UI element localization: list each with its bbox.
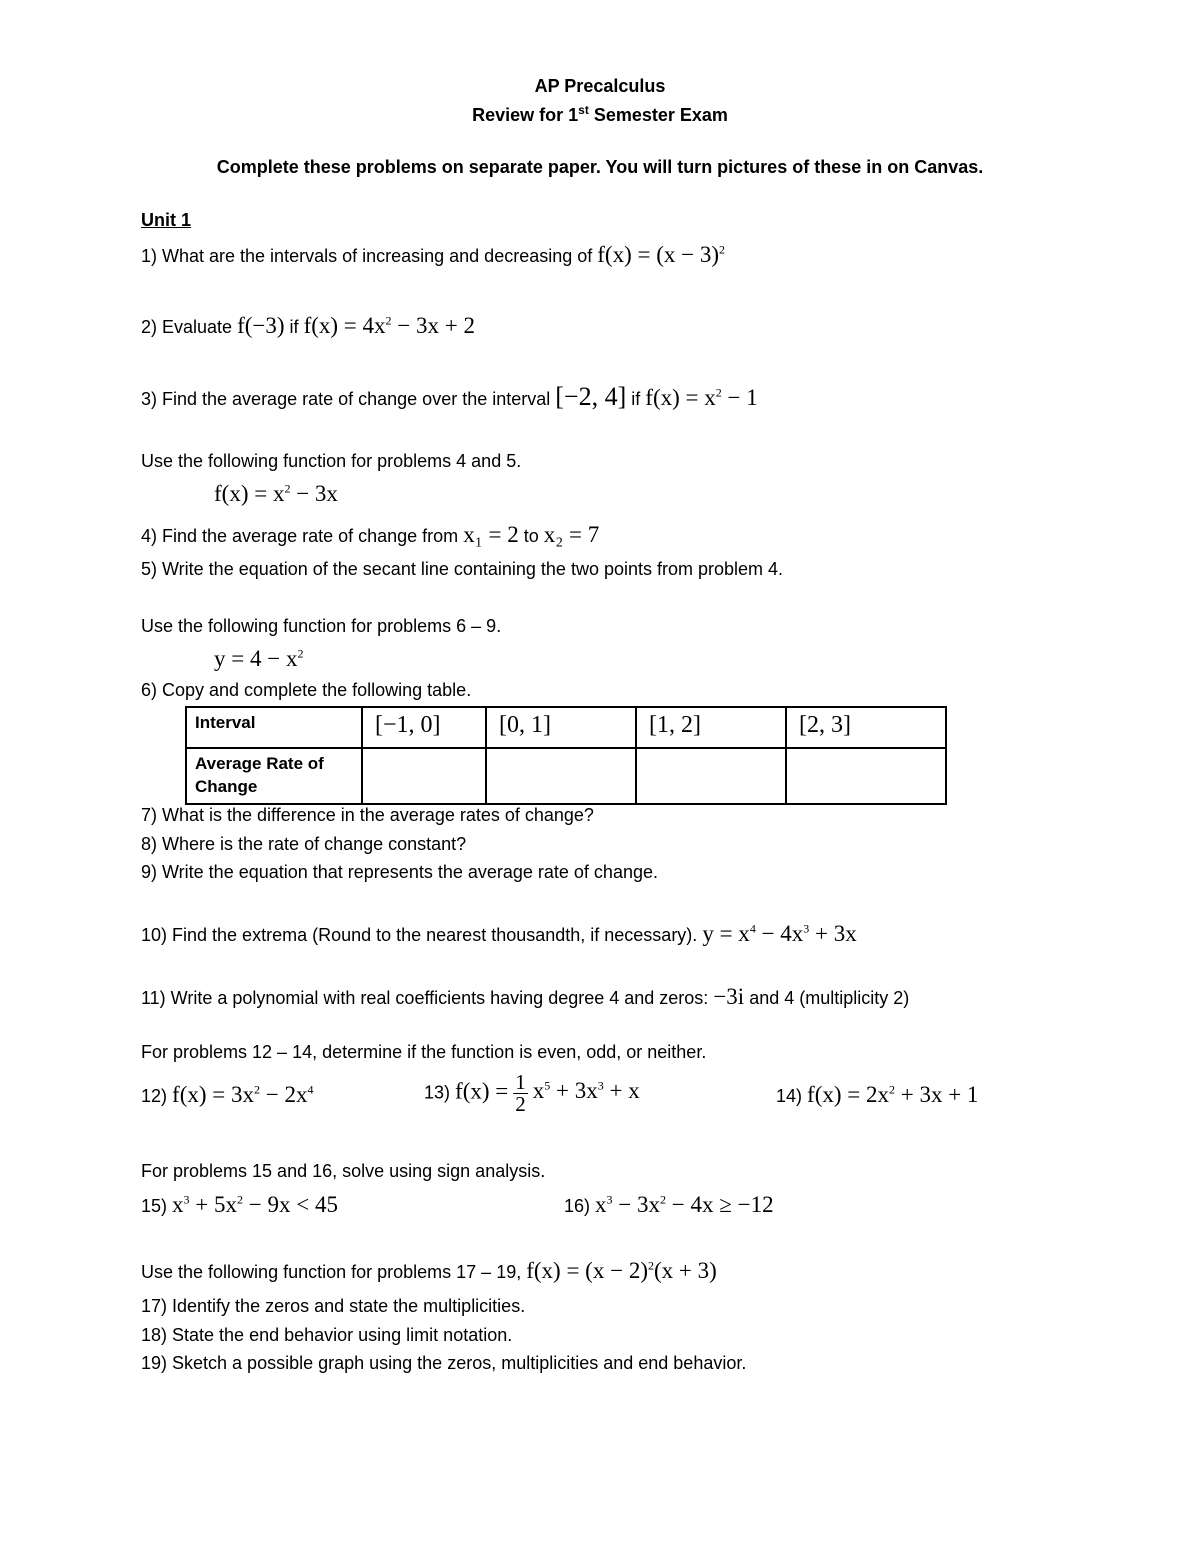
table-header-average-rate	[186, 748, 362, 804]
intro-15-16: For problems 15 and 16, solve using sign analysis.	[141, 1161, 546, 1181]
table-interval-cell: [0, 1]	[486, 707, 636, 748]
problem-3-math: $f(x) = x^2 - 1$	[645, 385, 758, 410]
subtitle-prefix: Review for 1	[472, 105, 579, 125]
problem-2	[141, 314, 475, 337]
fraction-numerator: 1	[515, 1070, 526, 1094]
problem-13	[424, 1072, 640, 1115]
average-rate-label-line2: Change	[195, 776, 258, 796]
problem-10-text: 10) Find the extrema (Round to the nearest thousandth, if necessary).	[141, 925, 698, 945]
table-interval-cell: [−1, 0]	[362, 707, 486, 748]
function-6-9: $y = 4 - x^2$	[214, 646, 304, 671]
subtitle-ordinal: st	[578, 103, 589, 117]
problem-14	[776, 1083, 978, 1106]
problem-15-math: $x^3 + 5x^2 - 9x < 45$	[172, 1192, 338, 1217]
table-row	[186, 748, 946, 804]
problem-16	[564, 1193, 774, 1216]
intro-17-19-math: $f(x) = (x - 2)^2(x + 3)$	[526, 1258, 717, 1283]
unit-heading: Unit 1	[141, 210, 192, 230]
problem-3-if: if	[631, 389, 641, 409]
problem-4-math-a: x₁ = 2	[463, 522, 519, 547]
problem-18: 18) State the end behavior using limit notation.	[141, 1325, 513, 1345]
problem-13-math-a: f(x) =	[455, 1078, 509, 1104]
problem-10-math: $y = x^4 - 4x^3 + 3x$	[702, 921, 857, 946]
page-subtitle	[0, 104, 1200, 124]
problem-12	[141, 1083, 313, 1106]
problem-11-text: 11) Write a polynomial with real coefficients having degree 4 and zeros:	[141, 988, 709, 1008]
problem-16-math: $x^3 - 3x^2 - 4x \ge -12$	[595, 1192, 774, 1217]
table-answer-cell[interactable]	[636, 748, 786, 804]
problem-4	[141, 523, 599, 546]
problem-2-if: if	[289, 317, 299, 337]
problem-2-math-a: f(−3)	[237, 313, 285, 338]
problem-11	[141, 985, 909, 1008]
problem-11-and: and	[749, 988, 780, 1008]
rate-of-change-table	[185, 706, 947, 805]
problem-16-label: 16)	[564, 1196, 591, 1216]
intro-4-5: Use the following function for problems 4 and 5.	[141, 451, 522, 471]
table-interval-cell: [2, 3]	[786, 707, 946, 748]
problem-12-label: 12)	[141, 1086, 168, 1106]
problem-19: 19) Sketch a possible graph using the zeros, multiplicities and end behavior.	[141, 1353, 747, 1373]
problem-15	[141, 1193, 338, 1216]
problem-1-text: 1) What are the intervals of increasing and decreasing of	[141, 246, 593, 266]
intro-17-19-text: Use the following function for problems 17 – 19,	[141, 1262, 522, 1282]
problem-2-math-b: $f(x) = 4x^2 - 3x + 2$	[303, 313, 475, 338]
problem-3-text: 3) Find the average rate of change over the interval	[141, 389, 551, 409]
problem-17: 17) Identify the zeros and state the multiplicities.	[141, 1296, 526, 1316]
function-4-5: $f(x) = x^2 - 3x$	[214, 481, 338, 506]
problem-13-label: 13)	[424, 1082, 451, 1103]
table-row	[186, 707, 946, 748]
problem-4-text: 4) Find the average rate of change from	[141, 526, 459, 546]
instructions: Complete these problems on separate paper. You will turn pictures of these in on Canvas.	[216, 157, 984, 177]
problem-3-interval: [−2, 4]	[555, 382, 627, 411]
problem-7: 7) What is the difference in the average rates of change?	[141, 805, 594, 825]
table-answer-cell[interactable]	[486, 748, 636, 804]
problem-8: 8) Where is the rate of change constant?	[141, 834, 467, 854]
subtitle-suffix: Semester Exam	[588, 105, 728, 125]
problem-12-math: $f(x) = 3x^2 - 2x^4$	[172, 1082, 314, 1107]
problem-10	[141, 922, 857, 945]
problem-6: 6) Copy and complete the following table.	[141, 680, 472, 700]
table-answer-cell[interactable]	[362, 748, 486, 804]
problem-15-label: 15)	[141, 1196, 168, 1216]
intro-17-19	[141, 1259, 717, 1282]
table-interval-cell: [1, 2]	[636, 707, 786, 748]
problem-13-fraction	[513, 1072, 528, 1115]
problem-11-tail: 4 (multiplicity 2)	[784, 988, 910, 1008]
problem-1	[141, 243, 725, 266]
intro-6-9: Use the following function for problems 6 – 9.	[141, 616, 502, 636]
problem-4-to: to	[523, 526, 539, 546]
problem-3	[141, 384, 758, 410]
problem-2-label: 2) Evaluate	[141, 317, 233, 337]
intro-12-14: For problems 12 – 14, determine if the function is even, odd, or neither.	[141, 1042, 707, 1062]
page-title: AP Precalculus	[534, 76, 666, 96]
average-rate-label-line1: Average Rate of	[195, 754, 324, 773]
problem-11-math: −3i	[713, 984, 745, 1009]
problem-5: 5) Write the equation of the secant line containing the two points from problem 4.	[141, 559, 784, 579]
fraction-denominator: 2	[515, 1092, 526, 1116]
table-answer-cell[interactable]	[786, 748, 946, 804]
problem-13-math-b: $x^5 + 3x^3 + x$	[532, 1078, 640, 1104]
problem-14-math: $f(x) = 2x^2 + 3x + 1$	[807, 1082, 979, 1107]
problem-4-math-b: x₂ = 7	[543, 522, 600, 547]
problem-9: 9) Write the equation that represents the average rate of change.	[141, 862, 658, 882]
problem-1-math: $f(x) = (x - 3)^2$	[597, 242, 726, 267]
table-header-interval: Interval	[186, 707, 362, 748]
problem-14-label: 14)	[776, 1086, 803, 1106]
